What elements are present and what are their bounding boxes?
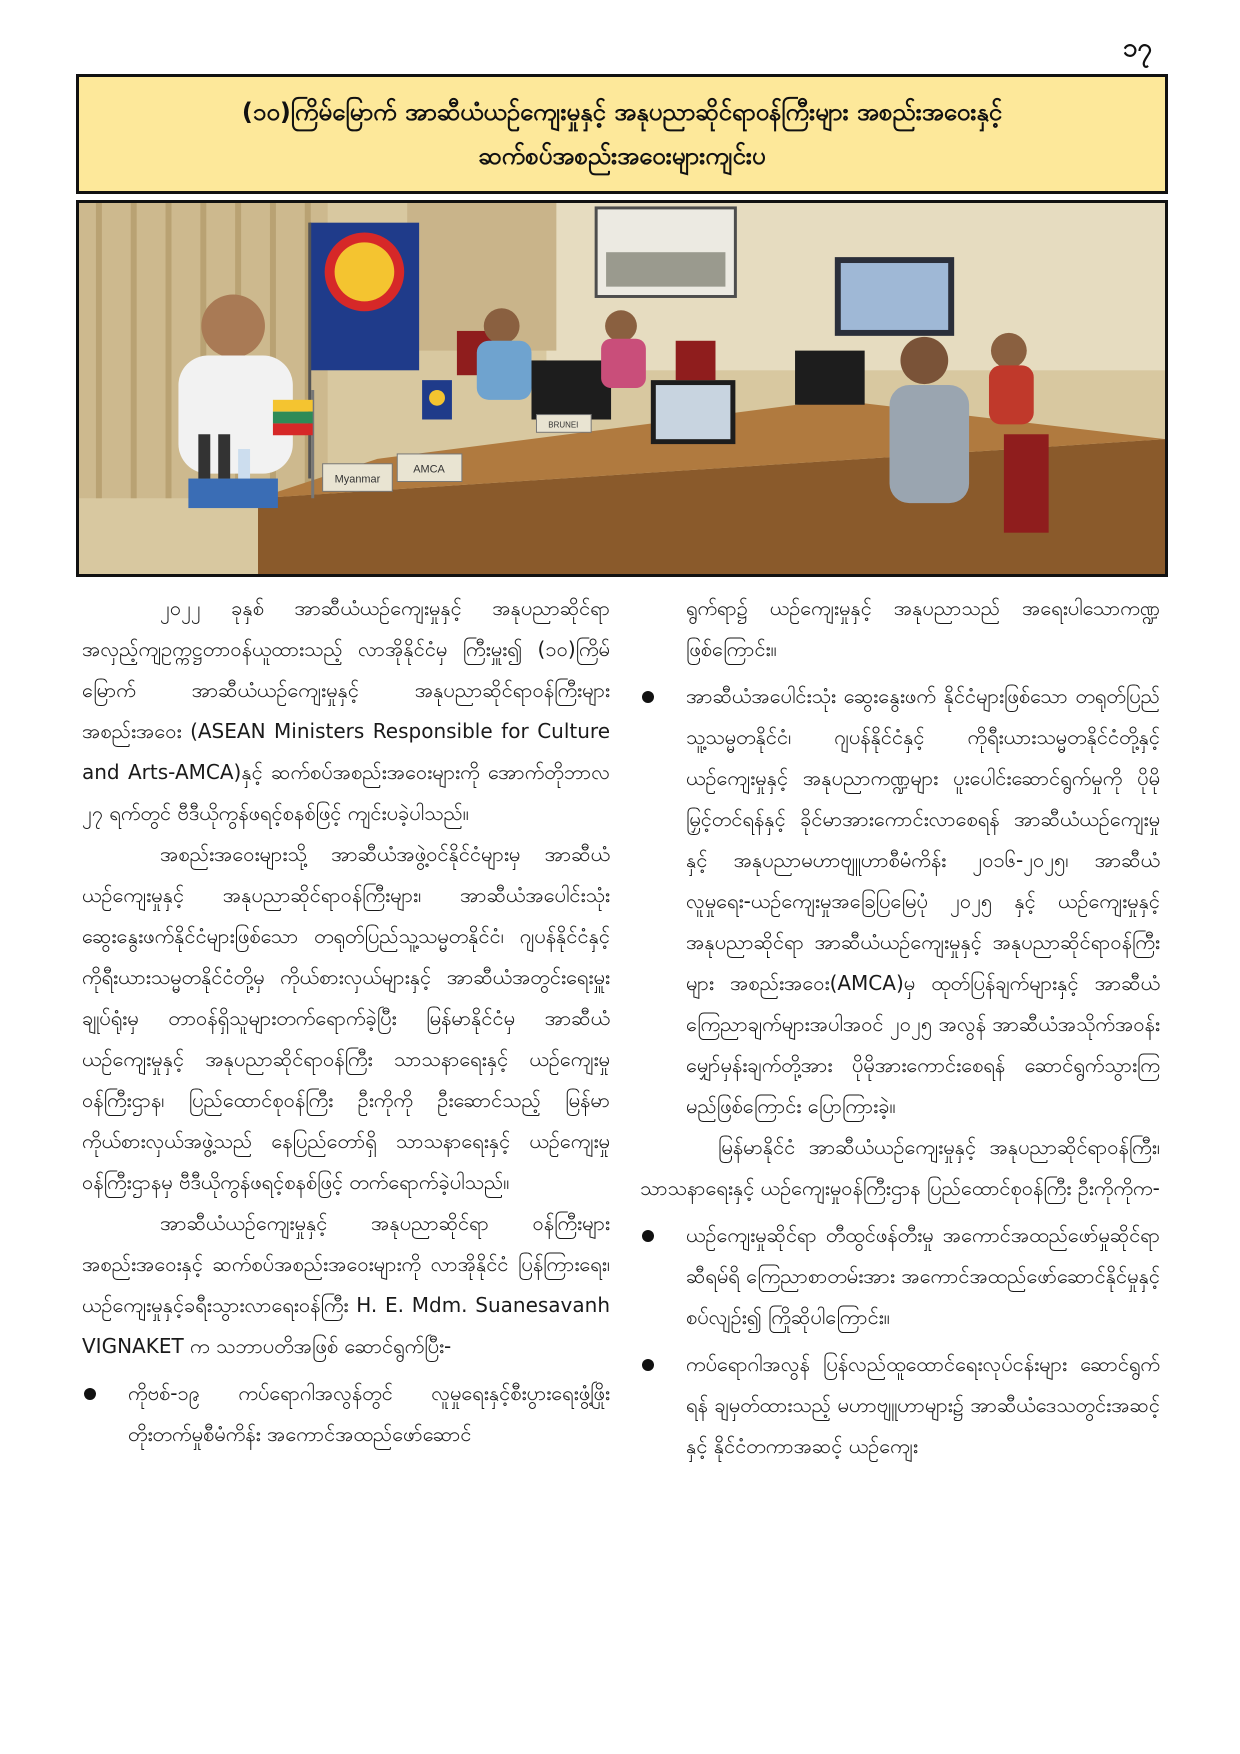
- name-plate-myanmar: Myanmar: [334, 473, 381, 486]
- bullet-text: အာဆီယံအပေါင်းသုံး ဆွေးနွေးဖက် နိုင်ငံများဖြစ်သော တရုတ်ပြည်သူ့သမ္မတနိုင်ငံ၊ ဂျပန်နိုင်ငံနှင့် ကိုရီးယားသမ္မတနိုင်ငံတို့နှင့် ယဉ်ကျေးမှုနှင့် အနုပညာကဏ္ဍများ ပူးပေါင်းဆောင်ရွက်မှုကို ပိုမိုမြှင့်တင်ရန်နှင့် ခိုင်မာအားကောင်းလာစေရန် အာဆီယံယဉ်ကျေးမှုနှင့် အနုပညာမဟာဗျူဟာစီမံကိန်း ၂၀၁၆-၂၀၂၅၊ အာဆီယံလူမှုရေး-ယဉ်ကျေးမှုအခြေပြမြေပုံ ၂၀၂၅ နှင့် ယဉ်ကျေးမှုနှင့် အနုပညာဆိုင်ရာ အာဆီယံယဉ်ကျေးမှုနှင့် အနုပညာဆိုင်ရာဝန်ကြီးများ အစည်းအဝေး(AMCA)မှ ထုတ်ပြန်ချက်များနှင့် အာဆီယံကြေညာချက်များအပါအဝင် ၂၀၂၅ အလွန် အာဆီယံအသိုက်အဝန်း မျှော်မှန်းချက်တို့အား ပိုမိုအားကောင်းစေရန် ဆောင်ရွက်သွားကြမည်ဖြစ်ကြောင်း ပြောကြားခဲ့။: [686, 684, 1160, 1118]
- headline-line-1: (၁၀)ကြိမ်မြောက် အာဆီယံယဉ်ကျေးမှုနှင့် အနုပညာဆိုင်ရာဝန်ကြီးများ အစည်းအဝေးနှင့်: [241, 98, 1003, 126]
- bullet-text: ယဉ်ကျေးမှုဆိုင်ရာ တီထွင်ဖန်တီးမှု အကောင်အထည်ဖော်မှုဆိုင်ရာ ဆီရမ်ရိ ကြေညာစာတမ်းအား အကောင်အထည်ဖော်ဆောင်နိုင်မှုနှင့်စပ်လျဉ်း၍ ကြိုဆိုပါကြောင်း။: [686, 1223, 1160, 1329]
- paragraph-attendees: အစည်းအဝေးများသို့ အာဆီယံအဖွဲ့ဝင်နိုင်ငံများမှ အာဆီယံယဉ်ကျေးမှုနှင့် အနုပညာဆိုင်ရာဝန်ကြီးများ၊ အာဆီယံအပေါင်းသုံး ဆွေးနွေးဖက်နိုင်ငံများဖြစ်သော တရုတ်ပြည်သူ့သမ္မတနိုင်ငံ၊ ဂျပန်နိုင်ငံနှင့် ကိုရီးယားသမ္မတနိုင်ငံတို့မှ ကိုယ်စားလှယ်များနှင့် အာဆီယံအတွင်းရေးမှူးချုပ်ရုံးမှ တာဝန်ရှိသူများတက်ရောက်ခဲ့ပြီး မြန်မာနိုင်ငံမှ အာဆီယံယဉ်ကျေးမှုနှင့် အနုပညာဆိုင်ရာဝန်ကြီး သာသနာရေးနှင့် ယဉ်ကျေးမှုဝန်ကြီးဌာန၊ ပြည်ထောင်စုဝန်ကြီး ဦးကိုကို ဦးဆောင်သည့် မြန်မာကိုယ်စားလှယ်အဖွဲ့သည် နေပြည်တော်ရှိ သာသနာရေးနှင့် ယဉ်ကျေးမှုဝန်ကြီးဌာနမှ ဗီဒီယိုကွန်ဖရင့်စနစ်ဖြင့် တက်ရောက်ခဲ့ပါသည်။: [82, 842, 610, 1194]
- bullet-text: ကိုဗစ်-၁၉ ကပ်ရောဂါအလွန်တွင် လူမှုရေးနှင့်စီးပွားရေးဖွံ့ဖြိုးတိုးတက်မှုစီမံကိန်း အကောင်အထည်ဖော်ဆောင်: [128, 1381, 610, 1446]
- bullet-dot: [642, 691, 654, 703]
- bullet-item: [640, 676, 1160, 1127]
- bullet-dot: [642, 1230, 654, 1242]
- paragraph-intro: ၂၀၂၂ ခုနှစ် အာဆီယံယဉ်ကျေးမှုနှင့် အနုပညာဆိုင်ရာအလှည့်ကျဥက္ကဋ္ဌတာဝန်ယူထားသည့် လာအိုနိုင်ငံမှ ကြီးမှူး၍ (၁၀)ကြိမ်မြောက် အာဆီယံယဉ်ကျေးမှုနှင့် အနုပညာဆိုင်ရာဝန်ကြီးများ အစည်းအဝေး (ASEAN Ministers Responsible for Culture and Arts-AMCA)နှင့် ဆက်စပ်အစည်းအဝေးများကို အောက်တိုဘာလ ၂၇ ရက်တွင် ဗီဒီယိုကွန်ဖရင့်စနစ်ဖြင့် ကျင်းပခဲ့ပါသည်။: [82, 596, 610, 825]
- article-column-right: [640, 588, 1160, 1467]
- paragraph-myanmar-minister: မြန်မာနိုင်ငံ အာဆီယံယဉ်ကျေးမှုနှင့် အနုပညာဆိုင်ရာဝန်ကြီး၊ သာသနာရေးနှင့် ယဉ်ကျေးမှုဝန်ကြီးဌာန ပြည်ထောင်စုဝန်ကြီး ဦးကိုကိုက-: [640, 1135, 1160, 1200]
- page-number: ၁၇: [1122, 33, 1152, 63]
- article-column-left: [82, 588, 610, 1455]
- meeting-photo: [76, 200, 1168, 577]
- headline-line-2: ဆက်စပ်အစည်းအဝေးများကျင်းပ: [478, 142, 766, 170]
- bullet-continuation: ရွက်ရာ၌ ယဉ်ကျေးမှုနှင့် အနုပညာသည် အရေးပါသောကဏ္ဍဖြစ်ကြောင်း။: [686, 596, 1160, 661]
- bullet-text: ကပ်ရောဂါအလွန် ပြန်လည်ထူထောင်ရေးလုပ်ငန်းများ ဆောင်ရွက်ရန် ချမှတ်ထားသည့် မဟာဗျူဟာများ၌ အာဆီယံဒေသတွင်းအဆင့်နှင့် နိုင်ငံတကာအဆင့် ယဉ်ကျေး: [686, 1352, 1160, 1458]
- bullet-item: [640, 1344, 1160, 1467]
- bullet-dot: [642, 1359, 654, 1371]
- paragraph-chair: အာဆီယံယဉ်ကျေးမှုနှင့် အနုပညာဆိုင်ရာ ဝန်ကြီးများအစည်းအဝေးနှင့် ဆက်စပ်အစည်းအဝေးများကို လာအိုနိုင်ငံ ပြန်ကြားရေး၊ ယဉ်ကျေးမှုနှင့်ခရီးသွားလာရေးဝန်ကြီး H. E. Mdm. Suanesavanh VIGNAKET က သဘာပတိအဖြစ် ဆောင်ရွက်ပြီး-: [82, 1211, 610, 1358]
- bullet-item: [640, 1215, 1160, 1338]
- bullet-dot: [84, 1388, 96, 1400]
- meeting-photo-illustration: [79, 203, 1165, 574]
- name-plate-amca: AMCA: [413, 463, 445, 476]
- headline-box: [76, 74, 1168, 194]
- bullet-item: [82, 1373, 610, 1455]
- name-plate-brunei: BRUNEI: [548, 420, 579, 430]
